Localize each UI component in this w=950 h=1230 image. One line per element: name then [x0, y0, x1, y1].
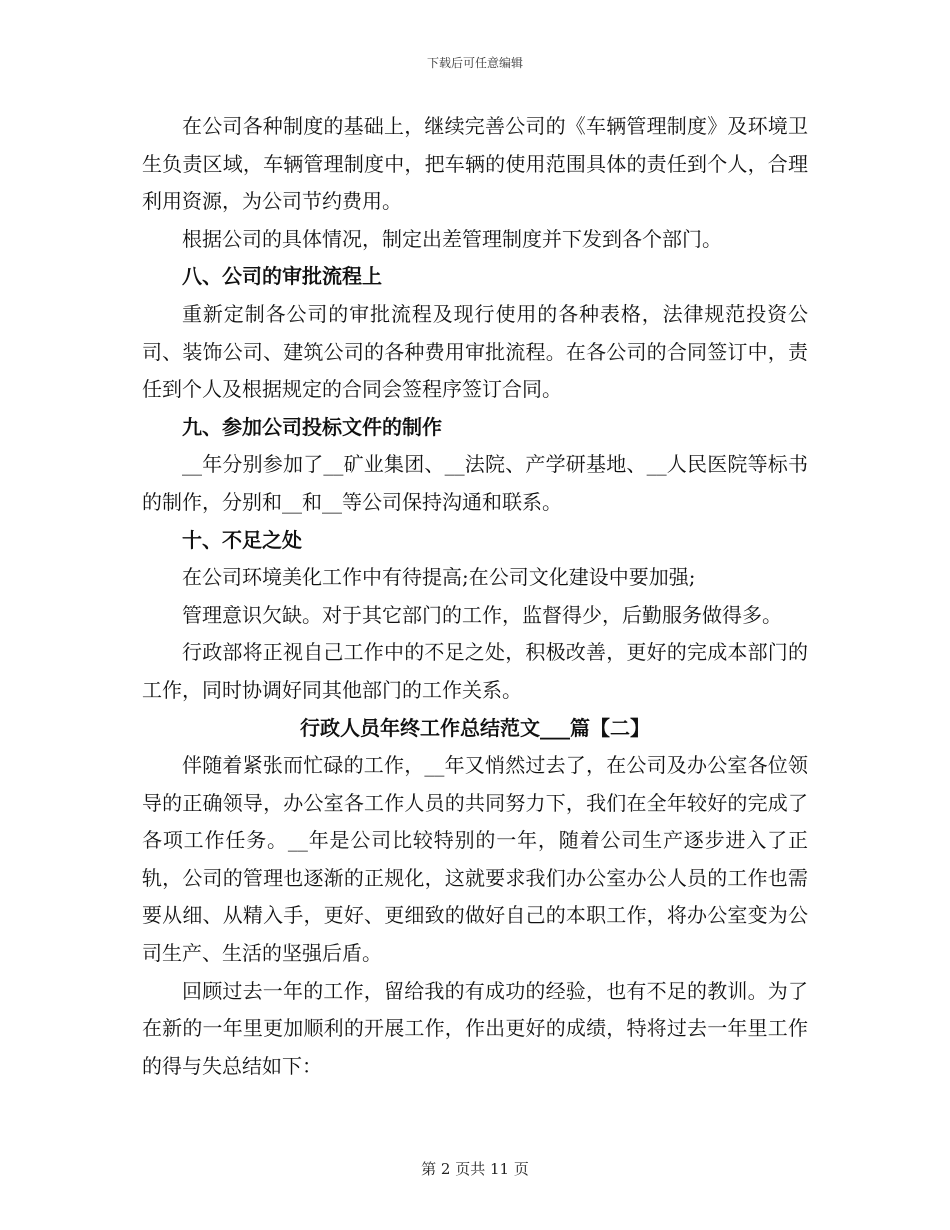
paragraph-review: 回顾过去一年的工作，留给我的有成功的经验，也有不足的教训。为了在新的一年里更加顺利的开展工作，作出更好的成绩，特将过去一年里工作的得与失总结如下： — [142, 978, 808, 1078]
paragraph-shortcoming-1: 在公司环境美化工作中有待提高;在公司文化建设中要加强; — [182, 565, 696, 590]
paragraph-improvement: 行政部将正视自己工作中的不足之处，积极改善，更好的完成本部门的工作，同时协调好同其他部门的工作关系。 — [142, 640, 808, 702]
document-body — [142, 108, 808, 1085]
paragraph-shortcoming-2: 管理意识欠缺。对于其它部门的工作，监督得少，后勤服务做得多。 — [182, 602, 782, 627]
page-footer: 第 2 页共 11 页 — [421, 1160, 529, 1178]
section-heading-approval: 八、公司的审批流程上 — [182, 264, 382, 289]
paragraph-vehicle-management: 在公司各种制度的基础上，继续完善公司的《车辆管理制度》及环境卫生负责区域，车辆管理制度中，把车辆的使用范围具体的责任到个人，合理利用资源，为公司节约费用。 — [142, 114, 808, 214]
paragraph-approval: 重新定制各公司的审批流程及现行使用的各种表格，法律规范投资公司、装饰公司、建筑公司的各种费用审批流程。在各公司的合同签订中，责任到个人及根据规定的合同会签程序签订合同。 — [142, 301, 808, 402]
paragraph-travel-policy: 根据公司的具体情况，制定出差管理制度并下发到各个部门。 — [182, 226, 722, 251]
section-heading-bidding: 九、参加公司投标文件的制作 — [182, 414, 442, 439]
paragraph-bidding: __年分别参加了__矿业集团、__法院、产学研基地、__人民医院等标书的制作，分别和__和__等公司保持沟通和联系。 — [142, 452, 808, 514]
paragraph-intro: 伴随着紧张而忙碌的工作，__年又悄然过去了，在公司及办公室各位领导的正确领导，办公室各工作人员的共同努力下，我们在全年较好的完成了各项工作任务。__年是公司比较特别的一年，随着公司生产逐步进入了正轨，公司的管理也逐渐的正规化，这就要求我们办公室办公人员的工作也需要从细、从精入手，更好、更细致的做好自己的本职工作，将办公室变为公司生产、生活的坚强后盾。 — [142, 753, 808, 966]
section-heading-shortcomings: 十、不足之处 — [182, 527, 302, 552]
article-title: 行政人员年终工作总结范文___篇【二】 — [300, 715, 650, 740]
page-header: 下载后可任意编辑 — [426, 56, 523, 70]
